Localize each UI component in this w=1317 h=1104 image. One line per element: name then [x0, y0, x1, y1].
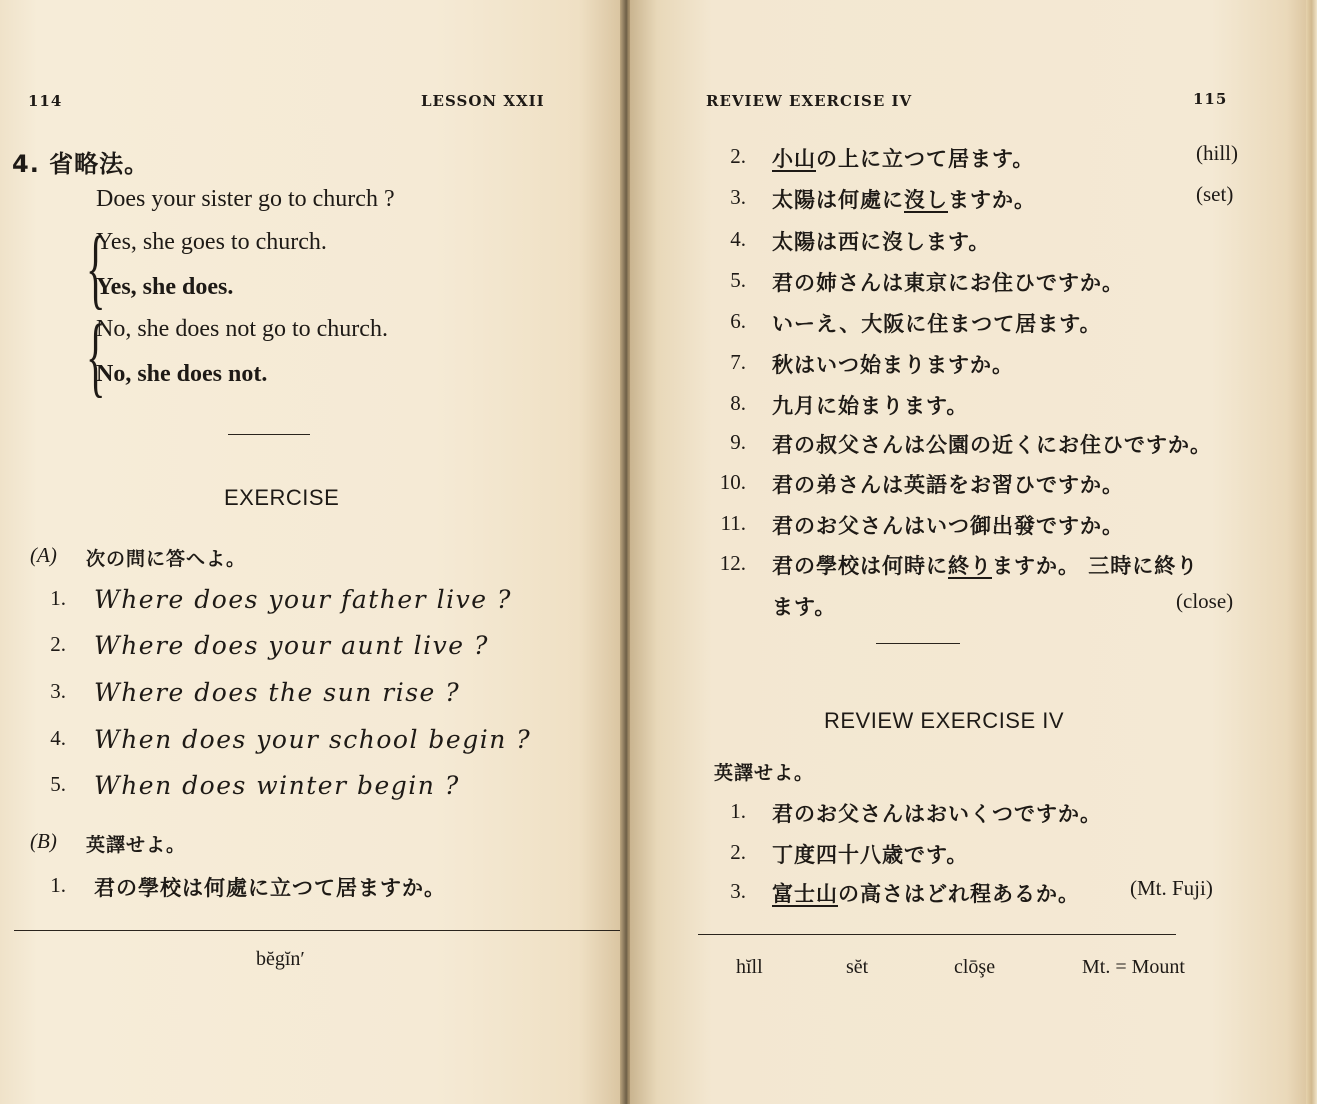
list-item-number: 3.: [50, 679, 66, 703]
pronunciation-footnote: sĕt: [846, 956, 869, 978]
abbreviation-footnote: Mt. = Mount: [1082, 956, 1185, 978]
list-item-text: 秋はいつ始まりますか。: [772, 353, 1014, 377]
yes-answer-long: Yes, she goes to church.: [96, 229, 327, 255]
list-item-number: 2.: [50, 632, 66, 656]
english-hint: (Mt. Fuji): [1130, 876, 1213, 900]
text-segment: 太陽は何處に: [772, 188, 904, 212]
list-item-text: Where does your father live ?: [94, 585, 512, 614]
list-item-text: 君のお父さんはおいくつですか。: [772, 802, 1102, 826]
list-item-text: 君の弟さんは英語をお習ひですか。: [772, 473, 1124, 497]
list-item-number: 4.: [730, 227, 746, 251]
part-a-instruction: 次の問に答へよ。: [86, 548, 247, 570]
part-b-instruction: 英譯せよ。: [86, 834, 187, 856]
yes-brace: {: [86, 219, 106, 318]
list-item-number: 3.: [730, 185, 746, 209]
no-answer-long: No, she does not go to church.: [96, 316, 388, 342]
text-segment: の上に立つて居ます。: [816, 147, 1035, 171]
right-page: [630, 0, 1314, 1104]
list-item-number: 4.: [50, 726, 66, 750]
list-item-continuation: ます。: [772, 595, 837, 619]
section-title: 4. 省略法。: [12, 150, 150, 178]
underlined-word: 小山: [772, 147, 816, 171]
list-item-text: Where does your aunt live ?: [94, 631, 489, 660]
list-item-text: 君の學校は何處に立つて居ますか。: [94, 876, 446, 900]
part-a-label: (A): [30, 543, 57, 567]
list-item-text: When does winter begin ?: [94, 771, 460, 800]
running-head-right: REVIEW EXERCISE IV: [706, 92, 913, 110]
list-item-number: 1.: [730, 799, 746, 823]
english-hint: (close): [1176, 589, 1234, 613]
question-sentence: Does your sister go to church ?: [96, 186, 395, 212]
text-segment: 君の學校は何時に: [772, 554, 948, 578]
list-item-number: 11.: [720, 511, 746, 535]
review-title: REVIEW EXERCISE IV: [824, 708, 1065, 733]
left-page: [0, 0, 622, 1104]
list-item-text: [772, 878, 1080, 908]
list-item-number: 5.: [730, 268, 746, 292]
list-item-number: 12.: [719, 551, 746, 575]
text-segment: の高さはどれ程あるか。: [838, 882, 1080, 906]
list-item-number: 3.: [730, 879, 746, 903]
running-head-left: LESSON XXII: [421, 92, 545, 110]
list-item-number: 10.: [719, 470, 746, 494]
list-item-number: 2.: [730, 144, 746, 168]
text-segment: ますか。 三時に終り: [992, 554, 1199, 578]
list-item-text: 君の叔父さんは公園の近くにお住ひですか。: [772, 433, 1212, 457]
list-item-number: 2.: [730, 840, 746, 864]
footnote-rule-right: [698, 934, 1176, 935]
page-number-left: 114: [28, 92, 63, 110]
english-hint: (hill): [1196, 141, 1238, 165]
english-hint: (set): [1196, 182, 1234, 206]
part-b-label: (B): [30, 829, 57, 853]
footnote-rule-left: [14, 930, 620, 931]
underlined-word: 終り: [948, 554, 992, 578]
list-item-text: 九月に始まります。: [772, 394, 969, 418]
pronunciation-footnote: hĭll: [736, 956, 763, 978]
list-item-text: 太陽は西に沒します。: [772, 230, 991, 254]
page-number-right: 115: [1193, 90, 1228, 108]
underlined-word: 富士山: [772, 882, 838, 906]
section-divider-left: [228, 434, 310, 435]
list-item-text: When does your school begin ?: [94, 725, 532, 754]
list-item-number: 6.: [730, 309, 746, 333]
list-item-text: 君の姉さんは東京にお住ひですか。: [772, 271, 1124, 295]
pronunciation-footnote: bĕgĭn′: [256, 948, 305, 970]
list-item-number: 1.: [50, 873, 66, 897]
no-answer-short: No, she does not.: [96, 361, 268, 387]
list-item-text: [772, 550, 1198, 580]
list-item-number: 5.: [50, 772, 66, 796]
section-divider-right: [876, 643, 960, 644]
no-brace: {: [86, 307, 106, 406]
list-item-text: [772, 184, 1036, 214]
list-item-number: 7.: [730, 350, 746, 374]
list-item-text: Where does the sun rise ?: [94, 678, 461, 707]
page-edge: [1306, 0, 1317, 1104]
list-item-text: [772, 143, 1034, 173]
exercise-title: EXERCISE: [224, 485, 340, 510]
review-instruction: 英譯せよ。: [714, 762, 815, 784]
list-item-text: 丁度四十八歳です。: [772, 843, 969, 867]
text-segment: ますか。: [948, 188, 1036, 212]
underlined-word: 沒し: [904, 188, 948, 212]
list-item-number: 1.: [50, 586, 66, 610]
yes-answer-short: Yes, she does.: [96, 274, 234, 300]
pronunciation-footnote: clōşe: [954, 956, 996, 978]
list-item-text: いーえ、大阪に住まつて居ます。: [772, 312, 1102, 336]
list-item-number: 9.: [730, 430, 746, 454]
list-item-text: 君のお父さんはいつ御出發ですか。: [772, 514, 1124, 538]
list-item-number: 8.: [730, 391, 746, 415]
